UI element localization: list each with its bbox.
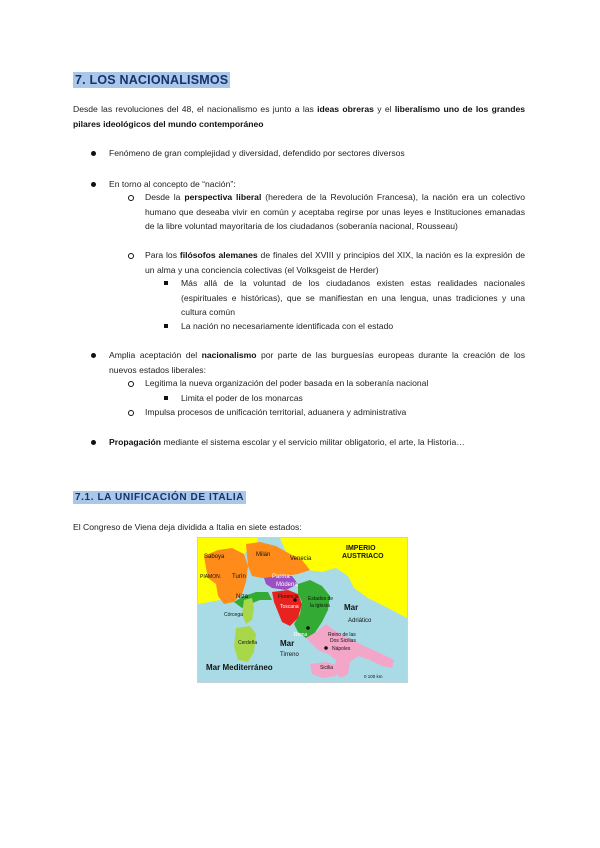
bullet-marker [91,151,96,156]
bullet-concepto-nacion: En torno al concepto de “nación”: [109,179,236,189]
sub-bullet-marker [128,381,134,387]
map-label-parma: Parma [272,574,290,580]
map-label-mar-tirreno-2: Tirreno [280,652,299,658]
map-label-florencia: Florencia [278,594,299,600]
map-label-milan: Milán [256,552,271,558]
intro-paragraph [73,102,525,131]
sub2-bold: filósofos alemanes [179,250,258,260]
map-label-toscana: Toscana [280,604,299,610]
section-heading-unificacion-italia: 7.1. LA UNIFICACIÓN DE ITALIA [75,492,245,503]
map-label-modena: Módena [276,582,298,588]
sub-bullet-legitima: Legitima la nueva organización del poder basada en la soberanía nacional [145,378,429,388]
bullet-propagacion [109,435,529,450]
sub-sub-bullet-marker [164,281,168,285]
intro-text-mid: y el [373,104,395,114]
bullet-marker [91,440,96,445]
sub-bullet-marker [128,195,134,201]
sub-bullet-marker [128,253,134,259]
map-label-mar-adriatico-2: Adriático [348,618,372,624]
map-label-piamonte: PIAMON. [200,574,222,580]
map-label-reino-2: Dos Sicilias [330,638,356,644]
bullet-complejidad: Fenómeno de gran complejidad y diversidad, defendido por sectores diversos [109,148,405,158]
sub-bullet-impulsa: Impulsa procesos de unificación territorial, aduanera y administrativa [145,407,407,417]
sub1-text: Desde la [145,192,185,202]
map-label-venecia: Venecia [290,556,312,562]
sub-sub-bullet-limita: Limita el poder de los monarcas [181,393,303,403]
b4-text: mediante el sistema escolar y el servicio militar obligatorio, el arte, la Historia… [161,437,465,447]
map-label-cerdena: Cerdeña [238,640,258,646]
map-label-napoles: Nápoles [332,646,351,652]
sub-sub-bullet-realidades: Más allá de la voluntad de los ciudadanos existen estas realidades nacionales (espirituales e históricas), que se manifiestan en una lengua, unas tradiciones y una cultura común [181,278,525,317]
map-label-corcega: Córcega [224,612,243,618]
sub-sub-bullet-estado: La nación no necesariamente identificada con el estado [181,321,394,331]
napoles-marker [324,646,328,650]
sub1-text-post: (heredera de la Revolución Francesa), la nación era un colectivo humano que deseaba vivir en común y aceptaba regirse por unas leyes e Instituciones emanadas de la libre voluntad mayoritaria de los ciudadanos (soberanía nacional, Rousseau) [145,192,525,231]
b3-text-post: por parte de las burguesías europeas durante la creación de los nuevos estados liberales: [109,350,525,375]
map-label-iglesia: la Iglesia [310,603,330,609]
map-label-sicilia: Sicilia [320,665,334,671]
map-label-austriaco: AUSTRIACO [342,553,384,560]
b3-bold: nacionalismo [201,350,257,360]
map-label-roma: Roma [294,632,308,638]
sub-sub-bullet-marker [164,324,168,328]
b3-text: Amplia aceptación del [109,350,202,360]
bullet-aceptacion [109,348,525,377]
intro-bold-ideas: ideas obreras [317,104,374,114]
map-label-turin: Turín [232,574,246,580]
sub1-bold: perspectiva liberal [184,192,262,202]
roma-marker [306,626,310,630]
map-label-mar-tirreno-1: Mar [280,639,295,648]
section-heading-nacionalismos: 7. LOS NACIONALISMOS [75,73,229,87]
b4-bold: Propagación [109,437,162,447]
map-label-niza: Niza [236,594,249,600]
bullet-marker [91,353,96,358]
map-label-mar-adriatico-1: Mar [344,603,359,612]
intro-text: Desde las revoluciones del 48, el nacionalismo es junto a las [73,104,318,114]
map-label-mediterraneo: Mar Mediterráneo [206,663,273,672]
sub-bullet-marker [128,410,134,416]
sub2-text: Para los [145,250,180,260]
italy-map [197,537,408,683]
map-label-saboya: Saboya [204,554,225,560]
sub-bullet-perspectiva-liberal [145,190,525,234]
map-label-imperio: IMPERIO [346,545,376,552]
paragraph-congreso-viena: El Congreso de Viena deja dividida a Italia en siete estados: [73,522,302,532]
map-label-escala: 0 100 km [364,674,383,679]
bullet-marker [91,182,96,187]
map-label-estados: Estados de [308,596,334,602]
italy-map-svg [198,538,407,682]
intro-bold-liberalismo: liberalismo uno de los grandes pilares ideológicos del mundo contemporáneo [73,104,526,129]
sub-bullet-filosofos-alemanes [145,248,525,277]
sub2-text-post: de finales del XVIII y principios del XIX, la nación es la expresión de un alma y una conciencia colectivas (el Volksgeist de Herder) [145,250,525,275]
sub-sub-bullet-marker [164,396,168,400]
map-label-reino-1: Reino de las [328,632,356,638]
